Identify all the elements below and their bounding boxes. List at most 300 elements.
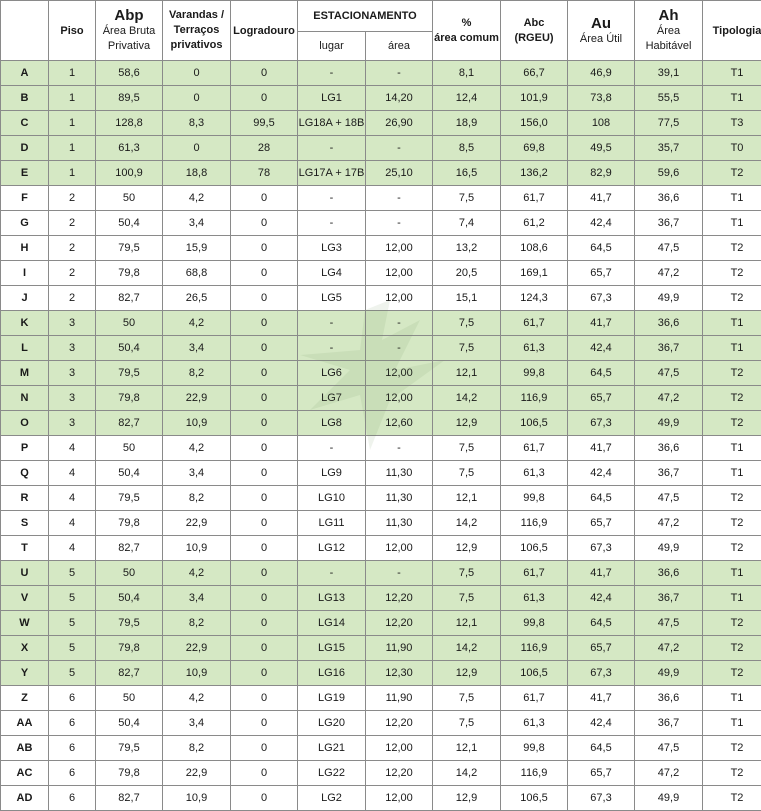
- table-row: [1, 211, 761, 236]
- cell-piso: 3: [49, 336, 96, 361]
- cell-varandas: 15,9: [163, 236, 231, 261]
- cell-tipologia: T1: [703, 211, 761, 236]
- cell-abp: 50: [96, 436, 163, 461]
- cell-abc: 124,3: [501, 286, 568, 311]
- cell-abp: 79,5: [96, 486, 163, 511]
- cell-tipologia: T2: [703, 611, 761, 636]
- cell-pct-area-comum: 7,5: [433, 586, 501, 611]
- cell-au: 41,7: [568, 436, 635, 461]
- cell-abc: 116,9: [501, 386, 568, 411]
- cell-lugar: LG11: [298, 511, 366, 536]
- cell-unit-id: R: [1, 486, 49, 511]
- header-abc: [501, 1, 568, 61]
- cell-lugar: LG19: [298, 686, 366, 711]
- cell-area: 12,00: [366, 236, 433, 261]
- cell-logradouro: 78: [231, 161, 298, 186]
- cell-unit-id: AA: [1, 711, 49, 736]
- cell-unit-id: V: [1, 586, 49, 611]
- cell-area: 12,00: [366, 536, 433, 561]
- cell-abc: 61,3: [501, 336, 568, 361]
- header-ah-title: Ah: [658, 7, 679, 24]
- cell-abc: 61,7: [501, 186, 568, 211]
- cell-logradouro: 0: [231, 311, 298, 336]
- cell-lugar: LG1: [298, 86, 366, 111]
- cell-logradouro: 0: [231, 661, 298, 686]
- cell-au: 67,3: [568, 411, 635, 436]
- cell-abp: 50,4: [96, 711, 163, 736]
- cell-au: 67,3: [568, 286, 635, 311]
- cell-abc: 69,8: [501, 136, 568, 161]
- cell-pct-area-comum: 7,5: [433, 461, 501, 486]
- cell-varandas: 22,9: [163, 761, 231, 786]
- cell-piso: 3: [49, 411, 96, 436]
- header-au-sub: Área Útil: [579, 32, 623, 45]
- cell-pct-area-comum: 14,2: [433, 636, 501, 661]
- cell-ah: 36,6: [635, 311, 703, 336]
- header-blank: [1, 1, 49, 61]
- cell-lugar: LG12: [298, 536, 366, 561]
- cell-piso: 2: [49, 236, 96, 261]
- cell-piso: 4: [49, 461, 96, 486]
- header-piso: Piso: [49, 1, 96, 61]
- cell-logradouro: 0: [231, 536, 298, 561]
- cell-abp: 128,8: [96, 111, 163, 136]
- cell-tipologia: T1: [703, 461, 761, 486]
- cell-tipologia: T1: [703, 586, 761, 611]
- cell-tipologia: T2: [703, 761, 761, 786]
- cell-lugar: -: [298, 336, 366, 361]
- cell-tipologia: T2: [703, 286, 761, 311]
- cell-piso: 1: [49, 111, 96, 136]
- cell-area: -: [366, 61, 433, 86]
- table-header: [1, 1, 761, 61]
- cell-pct-area-comum: 16,5: [433, 161, 501, 186]
- cell-unit-id: U: [1, 561, 49, 586]
- cell-varandas: 0: [163, 86, 231, 111]
- cell-piso: 2: [49, 186, 96, 211]
- cell-pct-area-comum: 14,2: [433, 511, 501, 536]
- cell-au: 108: [568, 111, 635, 136]
- cell-lugar: LG10: [298, 486, 366, 511]
- cell-logradouro: 0: [231, 86, 298, 111]
- cell-tipologia: T2: [703, 486, 761, 511]
- cell-tipologia: T1: [703, 436, 761, 461]
- cell-lugar: LG13: [298, 586, 366, 611]
- cell-abc: 99,8: [501, 486, 568, 511]
- cell-tipologia: T1: [703, 86, 761, 111]
- header-varandas-line2: Terraços: [173, 24, 220, 36]
- table-row: [1, 311, 761, 336]
- cell-varandas: 3,4: [163, 461, 231, 486]
- cell-area: 11,90: [366, 636, 433, 661]
- table-row: [1, 761, 761, 786]
- cell-unit-id: E: [1, 161, 49, 186]
- cell-abp: 100,9: [96, 161, 163, 186]
- cell-ah: 36,7: [635, 336, 703, 361]
- cell-au: 41,7: [568, 686, 635, 711]
- cell-ah: 47,5: [635, 736, 703, 761]
- header-pct-area-comum: [433, 1, 501, 61]
- cell-abp: 89,5: [96, 86, 163, 111]
- cell-lugar: LG17A + 17B: [298, 161, 366, 186]
- cell-ah: 47,2: [635, 636, 703, 661]
- cell-tipologia: T2: [703, 261, 761, 286]
- cell-ah: 47,2: [635, 261, 703, 286]
- cell-pct-area-comum: 7,4: [433, 211, 501, 236]
- cell-au: 65,7: [568, 511, 635, 536]
- header-varandas-line1: Varandas /: [168, 9, 225, 21]
- cell-area: 11,30: [366, 486, 433, 511]
- cell-tipologia: T2: [703, 661, 761, 686]
- cell-abc: 61,3: [501, 461, 568, 486]
- cell-pct-area-comum: 18,9: [433, 111, 501, 136]
- cell-varandas: 3,4: [163, 586, 231, 611]
- cell-tipologia: T2: [703, 636, 761, 661]
- cell-area: 11,30: [366, 511, 433, 536]
- cell-varandas: 22,9: [163, 511, 231, 536]
- cell-abp: 82,7: [96, 661, 163, 686]
- header-abp-sub1: Área Bruta: [102, 25, 156, 37]
- cell-ah: 36,6: [635, 436, 703, 461]
- cell-lugar: LG4: [298, 261, 366, 286]
- cell-au: 65,7: [568, 386, 635, 411]
- cell-logradouro: 0: [231, 211, 298, 236]
- cell-unit-id: Z: [1, 686, 49, 711]
- cell-tipologia: T1: [703, 186, 761, 211]
- cell-abc: 106,5: [501, 536, 568, 561]
- cell-lugar: LG3: [298, 236, 366, 261]
- cell-varandas: 22,9: [163, 636, 231, 661]
- cell-unit-id: K: [1, 311, 49, 336]
- cell-unit-id: Y: [1, 661, 49, 686]
- table-row: [1, 636, 761, 661]
- cell-au: 41,7: [568, 311, 635, 336]
- cell-ah: 36,6: [635, 186, 703, 211]
- cell-piso: 5: [49, 636, 96, 661]
- cell-lugar: LG7: [298, 386, 366, 411]
- header-au: [568, 1, 635, 61]
- header-area: área: [366, 32, 433, 61]
- cell-au: 64,5: [568, 486, 635, 511]
- cell-logradouro: 0: [231, 486, 298, 511]
- cell-area: 12,00: [366, 361, 433, 386]
- cell-area: -: [366, 336, 433, 361]
- cell-unit-id: X: [1, 636, 49, 661]
- cell-au: 64,5: [568, 361, 635, 386]
- cell-piso: 3: [49, 361, 96, 386]
- cell-piso: 6: [49, 761, 96, 786]
- cell-tipologia: T2: [703, 736, 761, 761]
- cell-abc: 61,7: [501, 561, 568, 586]
- cell-abp: 50,4: [96, 336, 163, 361]
- cell-ah: 47,2: [635, 386, 703, 411]
- table-row: [1, 586, 761, 611]
- cell-lugar: LG6: [298, 361, 366, 386]
- cell-varandas: 10,9: [163, 661, 231, 686]
- cell-au: 82,9: [568, 161, 635, 186]
- cell-ah: 47,5: [635, 486, 703, 511]
- cell-area: 14,20: [366, 86, 433, 111]
- cell-tipologia: T1: [703, 686, 761, 711]
- cell-unit-id: G: [1, 211, 49, 236]
- cell-au: 64,5: [568, 736, 635, 761]
- cell-piso: 4: [49, 486, 96, 511]
- cell-abp: 82,7: [96, 286, 163, 311]
- table-row: [1, 711, 761, 736]
- cell-unit-id: A: [1, 61, 49, 86]
- cell-ah: 36,7: [635, 211, 703, 236]
- header-tipologia: Tipologia: [703, 1, 761, 61]
- cell-ah: 36,7: [635, 461, 703, 486]
- cell-au: 65,7: [568, 761, 635, 786]
- cell-abp: 58,6: [96, 61, 163, 86]
- cell-unit-id: J: [1, 286, 49, 311]
- table-row: [1, 136, 761, 161]
- cell-unit-id: H: [1, 236, 49, 261]
- cell-unit-id: O: [1, 411, 49, 436]
- cell-area: 12,00: [366, 386, 433, 411]
- cell-lugar: -: [298, 561, 366, 586]
- cell-abc: 99,8: [501, 611, 568, 636]
- cell-au: 49,5: [568, 136, 635, 161]
- cell-abp: 79,5: [96, 611, 163, 636]
- cell-unit-id: L: [1, 336, 49, 361]
- cell-tipologia: T3: [703, 111, 761, 136]
- cell-varandas: 10,9: [163, 411, 231, 436]
- cell-piso: 5: [49, 586, 96, 611]
- cell-varandas: 3,4: [163, 336, 231, 361]
- cell-area: 12,20: [366, 761, 433, 786]
- cell-au: 42,4: [568, 586, 635, 611]
- table-row: [1, 86, 761, 111]
- cell-unit-id: I: [1, 261, 49, 286]
- header-estacionamento: ESTACIONAMENTO: [298, 1, 433, 32]
- cell-piso: 6: [49, 711, 96, 736]
- cell-pct-area-comum: 8,1: [433, 61, 501, 86]
- cell-lugar: LG20: [298, 711, 366, 736]
- cell-area: 11,30: [366, 461, 433, 486]
- cell-abp: 79,8: [96, 761, 163, 786]
- cell-varandas: 4,2: [163, 561, 231, 586]
- cell-tipologia: T2: [703, 361, 761, 386]
- cell-tipologia: T2: [703, 386, 761, 411]
- cell-pct-area-comum: 20,5: [433, 261, 501, 286]
- cell-abp: 61,3: [96, 136, 163, 161]
- cell-unit-id: C: [1, 111, 49, 136]
- cell-varandas: 4,2: [163, 686, 231, 711]
- cell-ah: 77,5: [635, 111, 703, 136]
- header-abp: [96, 1, 163, 61]
- cell-abp: 50,4: [96, 461, 163, 486]
- cell-unit-id: N: [1, 386, 49, 411]
- cell-logradouro: 0: [231, 611, 298, 636]
- cell-piso: 1: [49, 86, 96, 111]
- cell-logradouro: 0: [231, 686, 298, 711]
- cell-piso: 6: [49, 786, 96, 811]
- table-row: [1, 736, 761, 761]
- cell-piso: 5: [49, 611, 96, 636]
- cell-abc: 116,9: [501, 636, 568, 661]
- cell-abp: 79,5: [96, 361, 163, 386]
- cell-ah: 49,9: [635, 411, 703, 436]
- cell-abp: 79,5: [96, 736, 163, 761]
- cell-tipologia: T1: [703, 336, 761, 361]
- cell-piso: 4: [49, 536, 96, 561]
- cell-lugar: -: [298, 61, 366, 86]
- cell-abc: 106,5: [501, 786, 568, 811]
- cell-tipologia: T1: [703, 711, 761, 736]
- cell-piso: 6: [49, 686, 96, 711]
- cell-abc: 61,3: [501, 711, 568, 736]
- cell-area: -: [366, 136, 433, 161]
- cell-abp: 50,4: [96, 211, 163, 236]
- cell-varandas: 22,9: [163, 386, 231, 411]
- cell-abc: 106,5: [501, 411, 568, 436]
- cell-logradouro: 0: [231, 786, 298, 811]
- cell-pct-area-comum: 12,1: [433, 736, 501, 761]
- cell-abc: 136,2: [501, 161, 568, 186]
- cell-varandas: 68,8: [163, 261, 231, 286]
- cell-unit-id: AB: [1, 736, 49, 761]
- cell-lugar: LG15: [298, 636, 366, 661]
- table-row: [1, 536, 761, 561]
- cell-pct-area-comum: 8,5: [433, 136, 501, 161]
- table-row: [1, 261, 761, 286]
- cell-lugar: LG9: [298, 461, 366, 486]
- cell-varandas: 0: [163, 61, 231, 86]
- table-row: [1, 436, 761, 461]
- table-row: [1, 286, 761, 311]
- cell-varandas: 0: [163, 136, 231, 161]
- cell-abc: 61,7: [501, 311, 568, 336]
- cell-lugar: -: [298, 311, 366, 336]
- cell-pct-area-comum: 14,2: [433, 761, 501, 786]
- cell-area: -: [366, 311, 433, 336]
- cell-varandas: 8,2: [163, 486, 231, 511]
- cell-ah: 49,9: [635, 661, 703, 686]
- cell-ah: 39,1: [635, 61, 703, 86]
- table-row: [1, 411, 761, 436]
- cell-area: 12,00: [366, 736, 433, 761]
- table-row: [1, 336, 761, 361]
- cell-tipologia: T2: [703, 411, 761, 436]
- table-row: [1, 461, 761, 486]
- cell-lugar: LG21: [298, 736, 366, 761]
- cell-lugar: -: [298, 136, 366, 161]
- cell-pct-area-comum: 12,1: [433, 361, 501, 386]
- cell-pct-area-comum: 7,5: [433, 336, 501, 361]
- cell-tipologia: T2: [703, 536, 761, 561]
- cell-logradouro: 0: [231, 736, 298, 761]
- header-lugar: lugar: [298, 32, 366, 61]
- cell-area: 12,20: [366, 586, 433, 611]
- cell-lugar: LG22: [298, 761, 366, 786]
- cell-logradouro: 0: [231, 461, 298, 486]
- cell-ah: 35,7: [635, 136, 703, 161]
- table-row: [1, 161, 761, 186]
- cell-pct-area-comum: 13,2: [433, 236, 501, 261]
- cell-logradouro: 0: [231, 186, 298, 211]
- cell-au: 73,8: [568, 86, 635, 111]
- cell-piso: 5: [49, 561, 96, 586]
- cell-lugar: LG8: [298, 411, 366, 436]
- cell-pct-area-comum: 12,1: [433, 486, 501, 511]
- cell-abp: 79,8: [96, 386, 163, 411]
- cell-pct-area-comum: 14,2: [433, 386, 501, 411]
- cell-au: 65,7: [568, 261, 635, 286]
- cell-area: 12,60: [366, 411, 433, 436]
- cell-logradouro: 0: [231, 261, 298, 286]
- cell-logradouro: 0: [231, 411, 298, 436]
- cell-area: 26,90: [366, 111, 433, 136]
- cell-unit-id: S: [1, 511, 49, 536]
- cell-pct-area-comum: 12,4: [433, 86, 501, 111]
- cell-au: 42,4: [568, 211, 635, 236]
- cell-varandas: 4,2: [163, 186, 231, 211]
- cell-unit-id: Q: [1, 461, 49, 486]
- cell-au: 46,9: [568, 61, 635, 86]
- cell-piso: 3: [49, 386, 96, 411]
- cell-unit-id: T: [1, 536, 49, 561]
- cell-pct-area-comum: 12,9: [433, 411, 501, 436]
- cell-ah: 36,6: [635, 561, 703, 586]
- cell-varandas: 26,5: [163, 286, 231, 311]
- cell-unit-id: M: [1, 361, 49, 386]
- cell-ah: 36,6: [635, 686, 703, 711]
- cell-abp: 50: [96, 686, 163, 711]
- table-row: [1, 561, 761, 586]
- cell-abp: 79,8: [96, 511, 163, 536]
- cell-pct-area-comum: 15,1: [433, 286, 501, 311]
- cell-lugar: -: [298, 211, 366, 236]
- cell-unit-id: B: [1, 86, 49, 111]
- cell-piso: 2: [49, 261, 96, 286]
- header-varandas: [163, 1, 231, 61]
- table-row: [1, 361, 761, 386]
- cell-logradouro: 0: [231, 361, 298, 386]
- cell-au: 64,5: [568, 236, 635, 261]
- header-logradouro: Logradouro: [231, 1, 298, 61]
- cell-ah: 47,2: [635, 511, 703, 536]
- cell-tipologia: T2: [703, 786, 761, 811]
- cell-abp: 79,5: [96, 236, 163, 261]
- cell-abc: 169,1: [501, 261, 568, 286]
- cell-au: 65,7: [568, 636, 635, 661]
- cell-pct-area-comum: 7,5: [433, 561, 501, 586]
- cell-area: 12,00: [366, 286, 433, 311]
- cell-logradouro: 0: [231, 636, 298, 661]
- cell-pct-area-comum: 7,5: [433, 186, 501, 211]
- cell-piso: 5: [49, 661, 96, 686]
- cell-piso: 1: [49, 161, 96, 186]
- header-ah: [635, 1, 703, 61]
- cell-abc: 61,7: [501, 686, 568, 711]
- cell-piso: 6: [49, 736, 96, 761]
- cell-logradouro: 28: [231, 136, 298, 161]
- cell-pct-area-comum: 12,9: [433, 661, 501, 686]
- cell-ah: 47,2: [635, 761, 703, 786]
- cell-ah: 55,5: [635, 86, 703, 111]
- cell-pct-area-comum: 12,1: [433, 611, 501, 636]
- cell-varandas: 3,4: [163, 211, 231, 236]
- cell-abp: 50: [96, 561, 163, 586]
- cell-varandas: 8,2: [163, 736, 231, 761]
- cell-varandas: 10,9: [163, 786, 231, 811]
- header-abc-line2: (RGEU): [514, 31, 554, 44]
- cell-logradouro: 0: [231, 61, 298, 86]
- cell-abc: 99,8: [501, 361, 568, 386]
- cell-ah: 36,7: [635, 711, 703, 736]
